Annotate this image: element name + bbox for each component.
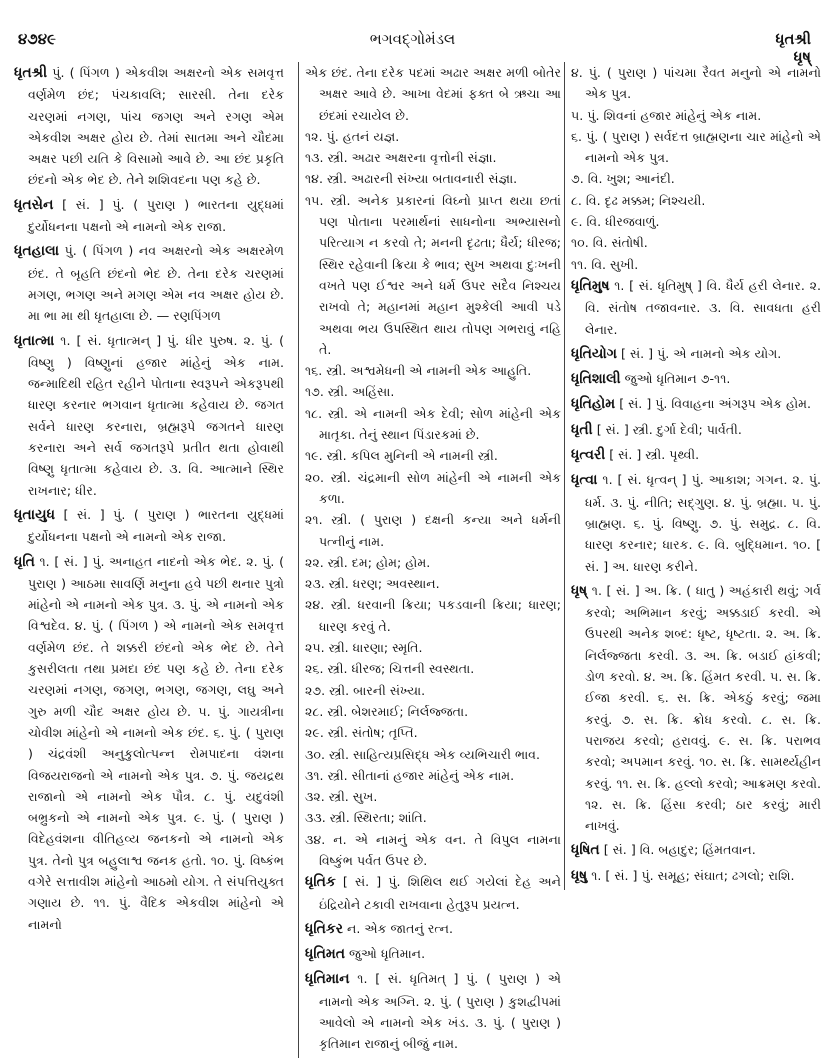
dictionary-entry [305,594,561,637]
column-1 [14,62,284,938]
dictionary-entry [305,829,561,872]
definition-text: [ સં. ] સ્ત્રી. પૃથ્વી. [605,447,700,463]
dictionary-entry [571,419,821,441]
guide-words [776,30,811,66]
column-2 [298,62,561,1058]
definition-text: ૧. [ સં. ધૃત્વન્ ] પું. આકાશ; ગગન. ૨. પું. ધર્મ. ૩. પું. નીતિ; સદ્ગુણ. ૪. પું. બ્રહ્મા. ૫. પું. બ્રાહ્મણ. ૬. પું. વિષ્ણુ. ૭. પું. સમુદ્ર. ૮. વિ. ધારણ કરનાર; ધારક. ૯. વિ. બુદ્ધિમાન. ૧૦. [ સં. ] અ. ધારણ કરીને. [585,472,821,574]
definition-text: એક છંદ. તેના દરેક પદમાં અઢાર અક્ષર મળી બોતેર અક્ષર આવે છે. આખા વેદમાં ફક્ત બે ઋચા આ છંદમાં રચાયેલ છે. [305,65,561,123]
dictionary-entry [14,240,284,326]
definition-text: ૧૫. સ્ત્રી. અનેક પ્રકારનાં વિઘ્નો પ્રાપ્ત થયા છતાં પણ પોતાના પરમાર્થનાં સાધનોના અભ્યાસનો પરિત્યાગ ન કરવો તે; મનની દૃઢતા; ધૈર્ય; ધીરજ; સ્થિર રહેવાની ક્રિયા કે ભાવ; સુખ અથવા દુઃખની વખતે પણ ઈશ્વર અને ધર્મ ઉપર સદૈવ નિશ્ચય રાખવો તે; મહાનમાં મહાન મુશ્કેલી આવી પડે અથવા ભય ઉપસ્થિત થાય તોપણ ગભરાવું નહિ તે. [305,192,561,357]
headword: ધૃતિમુષ [571,277,610,294]
definition-text: ૧. [ સં. ધૃતિમુષ્ ] વિ. ધૈર્ય હરી લેનાર. ૨. વિ. સંતોષ તજાવનાર. ૩. વિ. સાવધતા હરી લેનાર. [585,277,821,337]
dictionary-entry [305,467,561,510]
dictionary-entry [14,62,284,191]
dictionary-entry [571,469,821,576]
guide-word-first: ધૃતશ્રી [775,30,811,48]
dictionary-entry [305,765,561,786]
headword: ધૃતશ્રી [14,65,48,81]
dictionary-entry [305,147,561,168]
dictionary-entry [305,701,561,722]
dictionary-entry [14,551,284,935]
dictionary-entry [571,343,821,365]
definition-text: ૨૫. સ્ત્રી. ધારણા; સ્મૃતિ. [305,640,423,656]
dictionary-entry [571,62,821,105]
definition-text: ૧૦. વિ. સંતોષી. [571,235,648,251]
dictionary-entry [305,445,561,466]
definition-text: ૩૧. સ્ત્રી. સીતાનાં હજાર માંહેનું એક નામ. [305,767,515,783]
headword: ધૃતિકર [305,920,343,937]
headword: ધૃતિક [305,874,336,891]
definition-text: ૨૪. સ્ત્રી. ધરવાની ક્રિયા; પકડવાની ક્રિયા; ધારણ; ધારણ કરવું તે. [305,597,561,634]
definition-text: [ સં. ] પું. ( પુરાણ ) ભારતના યુદ્ધમાં દુર્યોધનના પક્ષનો એ નામનો એક રાજા. [28,196,284,235]
page-number: ૪૭૪૯ [18,30,56,48]
dictionary-entry [571,190,821,211]
dictionary-entry [571,865,821,887]
headword: ધૃષિત [571,842,600,859]
definition-text: ૯. વિ. ધીરજવાળું. [571,214,660,230]
definition-text: ૧. [ સં. ] અ. ક્રિ. ( ધાતુ ) અહંકારી થવું; ગર્વ કરવો; અભિમાન કરવું; અક્કડાઈ કરવી. એ ઉપરથી અનેક શબ્દ: ધૃષ્ટ, ધૃષ્ટતા. ૨. અ. ક્રિ. નિર્લજ્જતા કરવી. ૩. અ. ક્રિ. બડાઈ હાંકવી; ડોળ કરવો. ૪. અ. ક્રિ. હિંમત કરવી. ૫. સ. ક્રિ. ઈજા કરવી. ૬. સ. ક્રિ. એકઠું કરવું; જમા કરવું. ૭. સ. ક્રિ. ક્રોધ કરવો. ૮. સ. ક્રિ. પરાજય કરવો; હરાવવું. ૯. સ. ક્રિ. પરાભવ કરવો; અપમાન કરવું. ૧૦. સ. ક્રિ. સામર્થ્યહીન કરવું. ૧૧. સ. ક્રિ. હલ્લો કરવો; આક્રમણ કરવો. ૧૨. સ. ક્રિ. હિંસા કરવી; ઠાર કરવું; મારી નાખવું. [585,582,821,834]
dictionary-entry [571,211,821,232]
definition-text: ૧. [ સં. ધૃતિમત્ ] પું. ( પુરાણ ) એ નામનો એક અગ્નિ. ૨. પું. ( પુરાણ ) કુશદ્વીપમાં આવેલો એ નામનો એક ખંડ. ૩. પું. ( પુરાણ ) કૃતિમાન રાજાનું બીજું નામ. [319,971,561,1052]
definition-text: ૭. વિ. ખુશ; આનંદી. [571,171,675,187]
running-title: ભગવદ્ગોમંડલ [369,30,456,48]
dictionary-entry [14,504,284,548]
dictionary-entry [305,918,561,940]
guide-word-last: ધૃષ્ [793,48,811,66]
headword: ધૃતિશાલી [571,371,621,388]
dictionary-entry [305,637,561,658]
headword: ધૃતાયુધ [14,506,55,523]
dictionary-entry [305,552,561,573]
definition-text: ૨૭. સ્ત્રી. બારની સંખ્યા. [305,682,426,698]
headword: ધૃત્વા [571,472,598,489]
headword: ધૃષ્ [571,582,588,599]
definition-text: ૩૦. સ્ત્રી. સાહિત્યપ્રસિદ્ધ એક વ્યભિચારી ભાવ. [305,746,541,762]
definition-text: ૮. વિ. દૃઢ મક્કમ; નિશ્ચયી. [571,192,706,208]
headword: ધૃતિમાન [305,971,350,988]
dictionary-entry [305,658,561,679]
definition-text: ૧૯. સ્ત્રી. કપિલ મુનિની એ નામની સ્ત્રી. [305,448,498,464]
definition-text: પું. ( પિંગળ ) નવ અક્ષરનો એક અક્ષરમેળ છંદ. તે બૃહતિ છંદનો ભેદ છે. તેના દરેક ચરણમાં મગણ, ભગણ અને મગણ એમ નવ અક્ષર હોય છે. મા ભા મા થી ધૃતહાલા છે. — રણપિંગળ [28,243,284,324]
definition-text: [ સં. ] પું. શિથિલ થઈ ગયેલાં દેહ અને ઇંદ્રિયોને ટકાવી રાખવાના હેતુરૂપ પ્રયત્ન. [319,874,561,912]
dictionary-entry [305,744,561,765]
headword: ધૃતસેન [14,196,54,213]
definition-text: ૨૯. સ્ત્રી. સંતોષ; તૃપ્તિ. [305,725,418,741]
definition-text: ૨૩. સ્ત્રી. ધરણ; અવસ્થાન. [305,576,440,592]
dictionary-entry [305,62,561,126]
dictionary-entry [305,360,561,381]
dictionary-entry [571,580,821,837]
dictionary-entry [571,368,821,390]
dictionary-entry [571,254,821,275]
definition-text: ૧૧. વિ. સુખી. [571,256,639,272]
dictionary-entry [305,943,561,965]
dictionary-entry [14,330,284,501]
dictionary-entry [571,444,821,466]
definition-text: ૧. [ સં. ] પું. સમૂહ; સંઘાત; ઢગલો; રાશિ. [587,867,795,883]
definition-text: ૨૧. સ્ત્રી. ( પુરાણ ) દક્ષની કન્યા અને ધર્મની પત્નીનું નામ. [305,512,561,549]
definition-text: ૪. પું. ( પુરાણ ) પાંચમા રૈવત મનુનો એ નામનો એક પુત્ર. [571,65,821,102]
definition-text: ૫. પું. શિવનાં હજાર માંહેનું એક નામ. [571,107,762,123]
headword: ધૃતી [571,421,593,438]
dictionary-entry [305,573,561,594]
dictionary-entry [305,722,561,743]
definition-text: ૧૨. પું. હતનં યજ્ઞ. [305,128,400,144]
definition-text: ૨૦. સ્ત્રી. ચંદ્રમાની સોળ માંહેની એ નામની એક કળા. [305,469,561,506]
definition-text: ૧૪. સ્ત્રી. અઢારની સંખ્યા બતાવનારી સંજ્ઞા. [305,171,518,187]
headword: ધૃતિહોમ [571,396,616,413]
definition-text: જુઓ ધૃતિમાન. [345,946,426,962]
dictionary-entry [14,194,284,238]
dictionary-entry [571,839,821,861]
definition-text: [ સં. ] સ્ત્રી. દુર્ગા દેવી; પાર્વતી. [592,421,742,437]
headword: ધૃતહાલા [14,243,60,260]
definition-text: [ સં. ] પું. ( પુરાણ ) ભારતના યુદ્ધમાં દુર્યોધનના પક્ષનો એ નામનો એક રાજા. [28,506,284,545]
definition-text: ૩૪. ન. એ નામનું એક વન. તે વિપુલ નામના વિષ્કુંભ પર્વત ઉપર છે. [305,831,561,868]
headword: ધૃત્વરી [571,447,606,464]
dictionary-entry [571,393,821,415]
definition-text: ન. એક જાતનું રત્ન. [342,920,454,936]
definition-text: ૧૩. સ્ત્રી. અઢાર અક્ષરના વૃત્તોની સંજ્ઞા. [305,150,497,166]
dictionary-entry [305,680,561,701]
dictionary-entry [571,126,821,169]
dictionary-entry [305,190,561,360]
definition-text: ૧૭. સ્ત્રી. અહિંસા. [305,384,395,400]
dictionary-entry [571,275,821,340]
dictionary-entry [305,381,561,402]
definition-text: [ સં. ] પું. એ નામનો એક યોગ. [617,345,782,361]
headword: ધૃતાત્મા [14,332,55,349]
dictionary-entry [305,168,561,189]
dictionary-entry [571,105,821,126]
dictionary-entry [305,786,561,807]
dictionary-entry [305,807,561,828]
definition-text: ૧૮. સ્ત્રી. એ નામની એક દેવી; સોળ માંહેની એક માતૃકા. તેનું સ્થાન પિંડારકમાં છે. [305,405,561,443]
headword: ધૃતિમત [305,946,346,963]
definition-text: [ સં. ] વિ. બહાદુર; હિંમતવાન. [599,842,756,858]
definition-text: [ સં. ] પું. વિવાહના અંગરૂપ એક હોમ. [615,396,811,412]
dictionary-entry [305,509,561,552]
headword: ધૃતિયોગ [571,345,618,362]
column-3 [564,62,821,890]
dictionary-entry [305,968,561,1054]
definition-text: ૧૬. સ્ત્રી. અશ્વમેધની એ નામની એક આહુતિ. [305,363,532,379]
definition-text: ૧. [ સં. ધૃતાત્મન્ ] પું. ધીર પુરુષ. ૨. પું. ( વિષ્ણુ ) વિષ્ણુનાં હજાર માંહેનું એક નામ. જન્માદિથી રહિત રહીને પોતાના સ્વરૂપને એકરૂપથી ધારણ કરનાર ભગવાન ધૃતાત્મા કહેવાય છે. જગત સર્વને ધારણ કરનારા, બ્રહ્મરૂપે જગતને ધારણ કરનારા અને સર્વ જગતરૂપે પ્રતીત થતા હોવાથી વિષ્ણુ ધૃતાત્મા કહેવાય છે. ૩. વિ. આત્માને સ્થિર રાખનાર; ધીર. [28,332,284,498]
headword: ધૃષુ [571,867,588,884]
dictionary-entry [305,871,561,915]
definition-text: જુઓ ધૃતિમાન ૭-૧૧. [620,371,731,387]
dictionary-entry [571,168,821,189]
dictionary-entry [305,126,561,147]
definition-text: ૨૮. સ્ત્રી. બેશરમાઈ; નિર્લજ્જતા. [305,703,469,719]
definition-text: ૩૩. સ્ત્રી. સ્થિરતા; શાંતિ. [305,810,427,826]
definition-text: ૨૬. સ્ત્રી. ધીરજ; ચિત્તની સ્વસ્થતા. [305,661,475,677]
dictionary-entry [571,232,821,253]
definition-text: ૩૨. સ્ત્રી. સુખ. [305,789,378,805]
dictionary-entry [305,403,561,446]
headword: ધૃતિ [14,553,35,570]
definition-text: ૬. પું. ( પુરાણ ) સર્વદત્ત બ્રાહ્મણના ચાર માંહેનો એ નામનો એક પુત્ર. [571,128,821,166]
definition-text: ૨૨. સ્ત્રી. દમ; હોમ; હોમ. [305,554,431,570]
definition-text: પું. ( પિંગળ ) એકવીશ અક્ષરનો એક સમવૃત્ત વર્ણમેળ છંદ; પંચકાવલિ; સારસી. તેના દરેક ચરણમાં નગણ, પાંચ જગણ અને રગણ એમ એકવીશ અક્ષર હોય છે. તેમાં સાતમા અને ચૌદમા અક્ષર પછી યતિ કે વિસામો આવે છે. આ છંદ પ્રકૃતિ છંદનો એક ભેદ છે. તેને શશિવદના પણ કહે છે. [28,65,284,188]
definition-text: ૧. [ સં. ] પું. અનાહત નાદનો એક ભેદ. ૨. પું. ( પુરાણ ) આઠમા સાવર્ણિ મનુના હવે પછી થનાર પુત્રો માંહેનો એ નામનો એક પુત્ર. ૩. પું. એ નામનો એક વિશ્વદેવ. ૪. પું. ( પિંગળ ) એ નામનો એક સમવૃત્ત વર્ણમેળ છંદ. તે શક્કરી છંદનો એક ભેદ છે. તેને કુસરીલતા તથા પ્રમદા છંદ પણ કહે છે. તેના દરેક ચરણમાં નગણ, જગણ, ભગણ, જગણ, લઘુ અને ગુરુ મળી ચૌદ અક્ષર હોય છે. ૫. પું. ગાયત્રીના ચોવીશ માંહેનો એ નામનો એક છંદ. ૬. પું. ( પુરાણ ) ચંદ્રવંશી અનુકુલોત્પન્ન રોમપાદના વંશના વિજયરાજનો એ નામનો એક પુત્ર. ૭. પું. જયદ્રથ રાજાનો એ નામનો એક પૌત્ર. ૮. પું. યદુવંશી બભ્રુકનો એ નામનો એક પુત્ર. ૯. પું. ( પુરાણ ) વિદેહવંશના વીતિહવ્ય જનકનો એ નામનો એક પુત્ર. તેનો પુત્ર બહુલાશ્વ જનક હતો. ૧૦. પું. વિષ્કંભ વગેરે સત્તાવીશ માંહેનો આઠમો યોગ. તે સંપત્તિયુક્ત ગણાય છે. ૧૧. પું. વૈદિક એકવીશ માંહેનો એ નામનો [28,553,284,932]
